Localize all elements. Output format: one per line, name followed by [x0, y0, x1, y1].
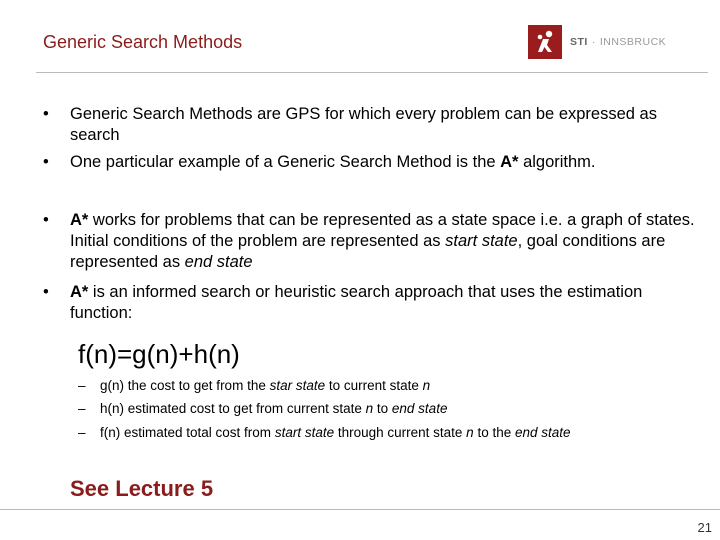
sub-italic: end state [391, 401, 448, 416]
logo-brand-text: STI [570, 36, 588, 48]
sub-italic: n [365, 401, 374, 416]
sub-text: to [373, 401, 392, 416]
sub-bullet-item [78, 377, 430, 395]
header-divider [36, 72, 708, 73]
sti-logo-icon [528, 25, 562, 59]
bullet-text: works for problems that can be represented as a state space i.e. a graph of states. Initial conditions of the problem are represented as [70, 211, 695, 250]
sub-bullet-item [78, 424, 571, 442]
see-lecture-reference: See Lecture 5 [70, 476, 214, 501]
bullet-dot: • [43, 153, 49, 171]
bullet-text: One particular example of a Generic Search Method is the [70, 153, 501, 171]
page-number: 21 [697, 520, 712, 535]
sub-italic: n [422, 378, 431, 393]
bullet-item [43, 152, 700, 173]
sub-text: to current state [325, 378, 423, 393]
bullet-item [43, 210, 700, 273]
bullet-italic: end state [184, 253, 253, 271]
bullet-dot: • [43, 211, 49, 229]
bullet-text: , goal conditions are represented as [70, 232, 666, 271]
bullet-text: is an informed search or heuristic search approach that uses the estimation function: [70, 283, 643, 322]
sti-innsbruck-logo [528, 24, 666, 60]
dash-bullet: – [78, 378, 86, 393]
sub-text: through current state [334, 425, 467, 440]
bullet-text: algorithm. [518, 153, 596, 171]
slide-title: Generic Search Methods [43, 32, 243, 52]
sub-italic: start state [274, 425, 335, 440]
bullet-dot: • [43, 105, 49, 123]
formula: f(n)=g(n)+h(n) [78, 339, 240, 369]
sub-text: h(n) estimated cost to get from current state [100, 401, 366, 416]
logo-separator: · [591, 36, 596, 48]
sub-text: f(n) estimated total cost from [100, 425, 275, 440]
logo-location-text: INNSBRUCK [599, 36, 667, 48]
sub-italic: star state [269, 378, 326, 393]
sub-italic: n [466, 425, 474, 440]
bullet-italic: start state [445, 232, 518, 250]
bullet-bold: A* [500, 153, 519, 171]
sub-italic: end state [514, 425, 571, 440]
sub-text: g(n) the cost to get from the [100, 378, 270, 393]
bullet-dot: • [43, 283, 49, 301]
sub-text: to the [473, 425, 515, 440]
dash-bullet: – [78, 401, 86, 416]
bullet-text: Generic Search Methods are GPS for which every problem can be expressed as search [70, 105, 657, 144]
bullet-item [43, 282, 700, 324]
sub-bullet-item [78, 400, 447, 418]
bullet-bold: A* [70, 211, 89, 229]
bullet-bold: A* [70, 283, 89, 301]
dash-bullet: – [78, 425, 86, 440]
bullet-item [43, 104, 700, 146]
footer-divider [0, 509, 720, 510]
